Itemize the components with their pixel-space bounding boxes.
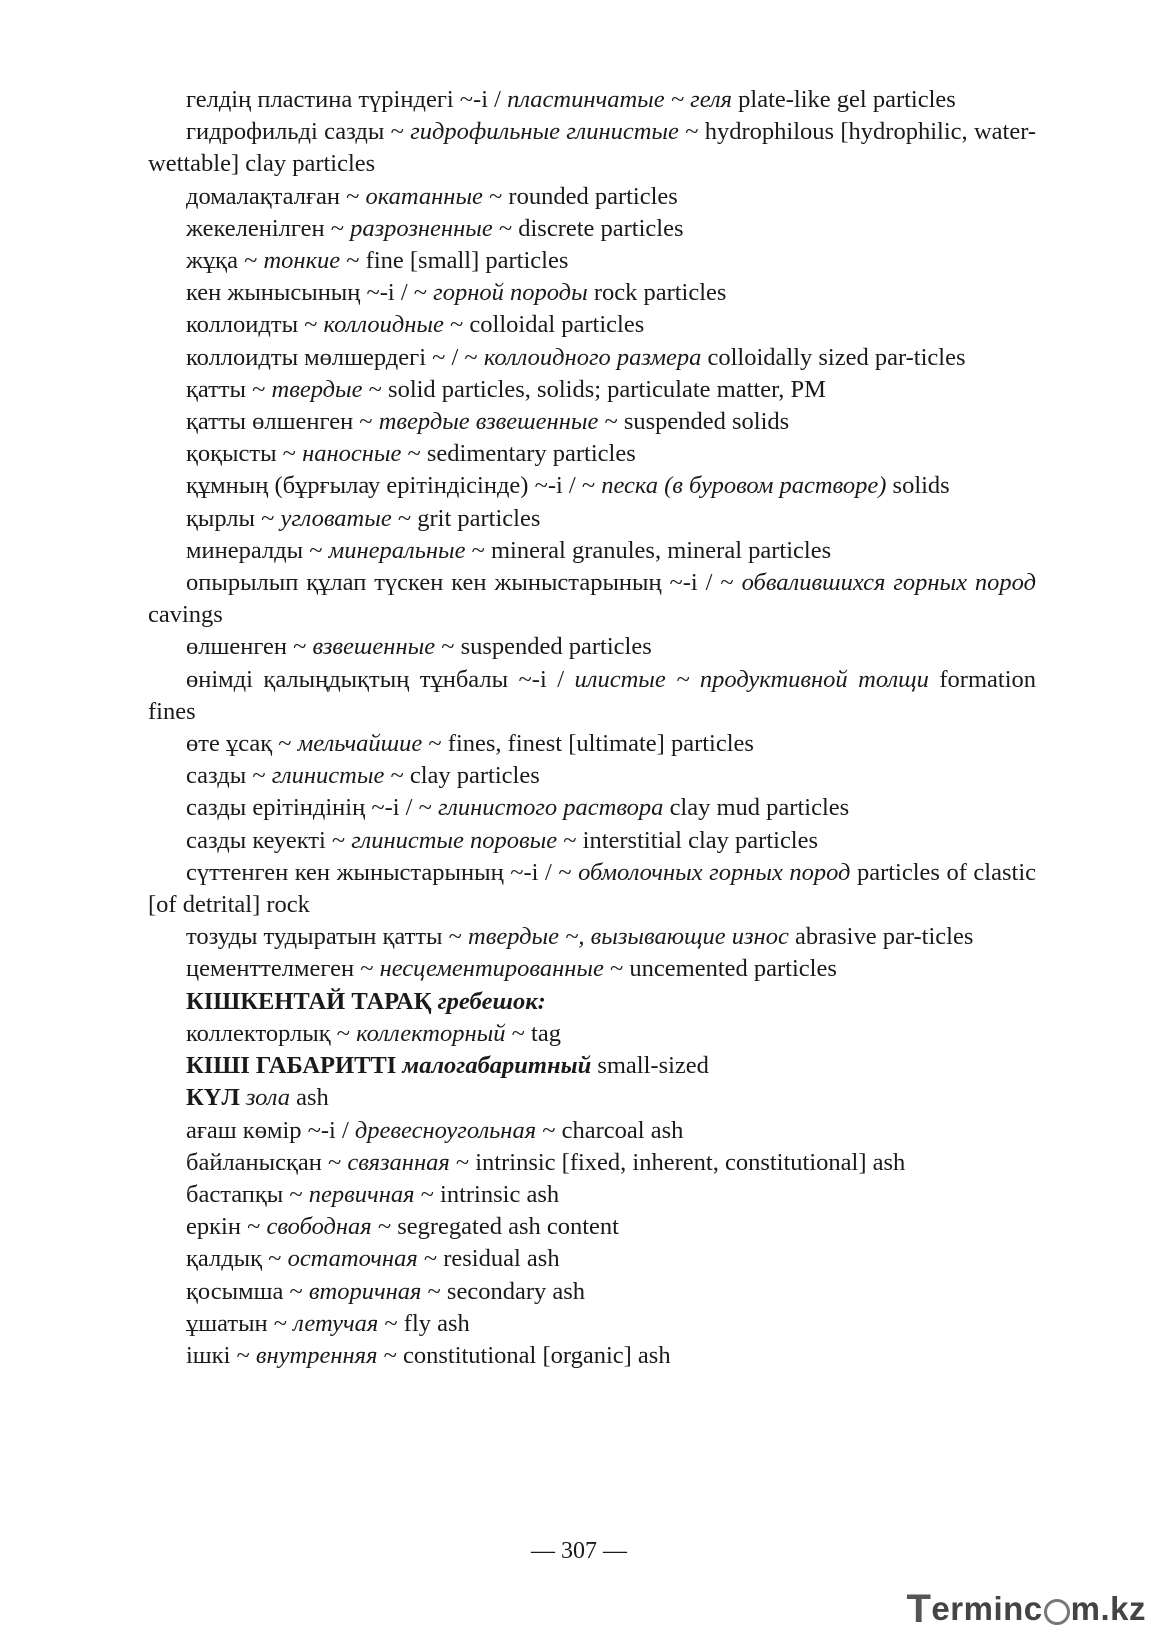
entry-term: пластинчатые ~ геля — [507, 86, 733, 113]
entry-term: глинистые — [271, 762, 385, 790]
entry-text: abrasive par-ticles — [788, 923, 974, 951]
dictionary-entry — [148, 438, 1036, 470]
entry-term: коллекторный — [356, 1019, 506, 1047]
entry-text: ~ colloidal particles — [443, 311, 645, 339]
entry-text: ~ residual ash — [417, 1245, 560, 1273]
entry-text: сазды ерітіндінің ~-і / ~ — [186, 794, 438, 822]
entry-text: сүттенген кен жыныстарының ~-і / ~ — [186, 858, 579, 886]
entry-term: первичная — [308, 1180, 415, 1208]
entry-text: plate-like gel particles — [732, 86, 956, 113]
entry-text: гидрофильді сазды ~ — [186, 118, 411, 146]
entry-text: rock particles — [587, 279, 727, 307]
dictionary-entry — [148, 309, 1036, 341]
entry-text: ағаш көмір ~-і / — [186, 1116, 355, 1144]
entry-text: ~ grit particles — [391, 504, 541, 532]
entry-text: байланысқан ~ — [186, 1148, 348, 1176]
entry-text: ішкі ~ — [186, 1341, 256, 1369]
dictionary-entry — [148, 1082, 1036, 1114]
entry-text: ~ sedimentary particles — [401, 440, 636, 468]
entry-term: глинистые поровые — [351, 826, 558, 854]
entry-term: угловатые — [280, 504, 392, 532]
entry-text: ~ solid particles, solids; particulate matter, PM — [362, 375, 826, 403]
dictionary-entry — [148, 1276, 1036, 1308]
dictionary-entry — [148, 1308, 1036, 1340]
entry-term: КІШІ ГАБАРИТТІ — [186, 1052, 397, 1080]
dictionary-entry — [148, 1147, 1036, 1179]
entry-term: зола — [245, 1084, 290, 1112]
dictionary-entry — [148, 631, 1036, 663]
entry-text: қоқысты ~ — [186, 440, 303, 468]
entry-text: ash — [289, 1084, 329, 1112]
entry-text: коллоидты мөлшердегі ~ / ~ — [186, 343, 484, 371]
entry-term: малогабаритный — [402, 1052, 592, 1080]
dictionary-entry — [148, 857, 1036, 921]
dictionary-entry — [148, 342, 1036, 374]
entry-text: ~ rounded particles — [482, 182, 678, 210]
entry-text: қалдық ~ — [186, 1245, 288, 1273]
entry-text: ~ fines, finest [ultimate] particles — [422, 730, 754, 758]
dictionary-entry — [148, 760, 1036, 792]
entry-term: горной породы — [433, 279, 588, 307]
entry-text: ~ tag — [505, 1019, 561, 1047]
entry-term: гидрофильные глинистые — [410, 118, 679, 146]
entry-text: опырылып құлап түскен кен жыныстарының ~-і / ~ — [186, 569, 742, 597]
entry-text: ~ suspended particles — [435, 633, 652, 661]
entry-text: ~ intrinsic [fixed, inherent, constitutional] ash — [449, 1148, 906, 1176]
entry-term: обвалившихся горных пород — [741, 569, 1037, 597]
entry-term: твердые — [271, 375, 363, 403]
entry-term: тонкие — [263, 247, 341, 275]
entry-term: обмолочных горных пород — [578, 858, 851, 886]
dictionary-entry — [148, 277, 1036, 309]
entry-term: коллоидные — [323, 311, 444, 339]
entry-term: летучая — [293, 1309, 379, 1337]
dictionary-entry — [148, 84, 1036, 116]
entry-text: қатты өлшенген ~ — [186, 408, 379, 436]
entry-term: мельчайшие — [297, 730, 423, 758]
entry-term: КІШКЕНТАЙ ТАРАҚ — [186, 987, 432, 1015]
entry-text: ~ interstitial clay particles — [557, 826, 819, 854]
entry-text: ~ suspended solids — [598, 408, 790, 436]
entry-text: минералды ~ — [186, 536, 329, 564]
entry-term: внутренняя — [255, 1341, 378, 1369]
dictionary-entry — [148, 535, 1036, 567]
entry-term: КҮЛ — [186, 1084, 240, 1112]
dictionary-entry — [148, 921, 1036, 953]
entry-text: ~ fine [small] particles — [340, 247, 569, 275]
dictionary-entry — [148, 1115, 1036, 1147]
dictionary-entries — [148, 84, 1036, 1372]
entry-text: ~ constitutional [organic] ash — [377, 1341, 671, 1369]
entry-text: цементтелмеген ~ — [186, 955, 380, 983]
dictionary-entry — [148, 181, 1036, 213]
entry-term: илистые ~ продуктивной толщи — [574, 665, 929, 693]
entry-term: окатанные — [365, 182, 483, 210]
dictionary-entry — [148, 825, 1036, 857]
dictionary-entry — [148, 567, 1036, 631]
entry-text: кен жынысының ~-і / ~ — [186, 279, 434, 307]
entry-term: глинистого раствора — [437, 794, 664, 822]
entry-term: твердые взвешенные — [378, 408, 599, 436]
entry-text: коллекторлық ~ — [186, 1019, 357, 1047]
entry-term: вторичная — [308, 1277, 422, 1305]
entry-text: ~ secondary ash — [421, 1277, 586, 1305]
entry-term: взвешенные — [312, 633, 436, 661]
dictionary-entry — [148, 374, 1036, 406]
entry-text: ~ uncemented particles — [603, 955, 837, 983]
entry-text: өте ұсақ ~ — [186, 730, 298, 758]
entry-text: еркін ~ — [186, 1213, 267, 1241]
entry-text: small-sized — [591, 1052, 709, 1080]
entry-term: песка (в буровом растворе) — [601, 472, 887, 500]
dictionary-entry — [148, 116, 1036, 180]
entry-term: разрозненные — [350, 214, 493, 242]
entry-text: ұшатын ~ — [186, 1309, 294, 1337]
dictionary-entry — [148, 986, 1036, 1018]
entry-text: өлшенген ~ — [186, 633, 313, 661]
entry-text: өнімді қалыңдықтың тұнбалы ~-і / — [186, 665, 575, 693]
entry-text: ~ mineral granules, mineral particles — [465, 536, 832, 564]
entry-text: ~ clay particles — [384, 762, 540, 790]
entry-text: қырлы ~ — [186, 504, 281, 532]
dictionary-entry — [148, 1211, 1036, 1243]
entry-text: бастапқы ~ — [186, 1180, 309, 1208]
entry-text: ~ fly ash — [378, 1309, 470, 1337]
entry-text: сазды кеуекті ~ — [186, 826, 352, 854]
entry-text: жұқа ~ — [186, 247, 264, 275]
entry-text: коллоидты ~ — [186, 311, 324, 339]
entry-text: clay mud particles — [663, 794, 850, 822]
entry-term: коллоидного размера — [483, 343, 702, 371]
entry-text: домалақталған ~ — [186, 182, 366, 210]
entry-text: cavings — [148, 601, 223, 629]
entry-text: құмның (бұрғылау ерітіндісінде) ~-і / ~ — [186, 472, 602, 500]
entry-term: минеральные — [328, 536, 466, 564]
entry-term: остаточная — [287, 1245, 418, 1273]
dictionary-entry — [148, 1340, 1036, 1372]
dictionary-entry — [148, 245, 1036, 277]
entry-text: ~ discrete particles — [492, 214, 684, 242]
entry-text: жекеленілген ~ — [186, 214, 351, 242]
dictionary-entry — [148, 406, 1036, 438]
dictionary-entry — [148, 1179, 1036, 1211]
entry-text: ~ charcoal ash — [536, 1116, 684, 1144]
entry-text: қосымша ~ — [186, 1277, 309, 1305]
dictionary-entry — [148, 792, 1036, 824]
dictionary-entry — [148, 503, 1036, 535]
dictionary-entry — [148, 1050, 1036, 1082]
entry-term: свободная — [266, 1213, 372, 1241]
entry-text: ~ intrinsic ash — [414, 1180, 560, 1208]
entry-text: ~ segregated ash content — [371, 1213, 619, 1241]
entry-text: particles of clastic [of detrital] rock — [148, 858, 1037, 919]
entry-term: гребешок: — [437, 987, 546, 1015]
dictionary-entry — [148, 728, 1036, 760]
entry-text: гелдің пластина түріндегі ~-і / — [186, 86, 508, 113]
entry-term: связанная — [347, 1148, 450, 1176]
entry-text: ~ hydrophilous [hydrophilic, water-wettable] clay particles — [148, 118, 1037, 178]
entry-term: наносные — [302, 440, 402, 468]
dictionary-entry — [148, 953, 1036, 985]
dictionary-entry — [148, 664, 1036, 728]
entry-text: formation fines — [148, 665, 1037, 725]
entry-text: қатты ~ — [186, 375, 272, 403]
watermark-logo: T erminc m.kz — [906, 1586, 1146, 1631]
entry-term: древесноугольная — [354, 1116, 537, 1144]
dictionary-entry — [148, 1018, 1036, 1050]
entry-text: solids — [886, 472, 950, 500]
dictionary-entry — [148, 470, 1036, 502]
entry-text: colloidally sized par-ticles — [701, 343, 966, 371]
page-number: — 307 — — [531, 1538, 627, 1564]
entry-term: твердые ~, вызывающие износ — [468, 923, 789, 951]
entry-term: несцементированные — [379, 955, 604, 983]
entry-text: тозуды тудыратын қатты ~ — [186, 923, 468, 951]
entry-text: сазды ~ — [186, 762, 272, 790]
dictionary-entry — [148, 213, 1036, 245]
dictionary-entry — [148, 1243, 1036, 1275]
